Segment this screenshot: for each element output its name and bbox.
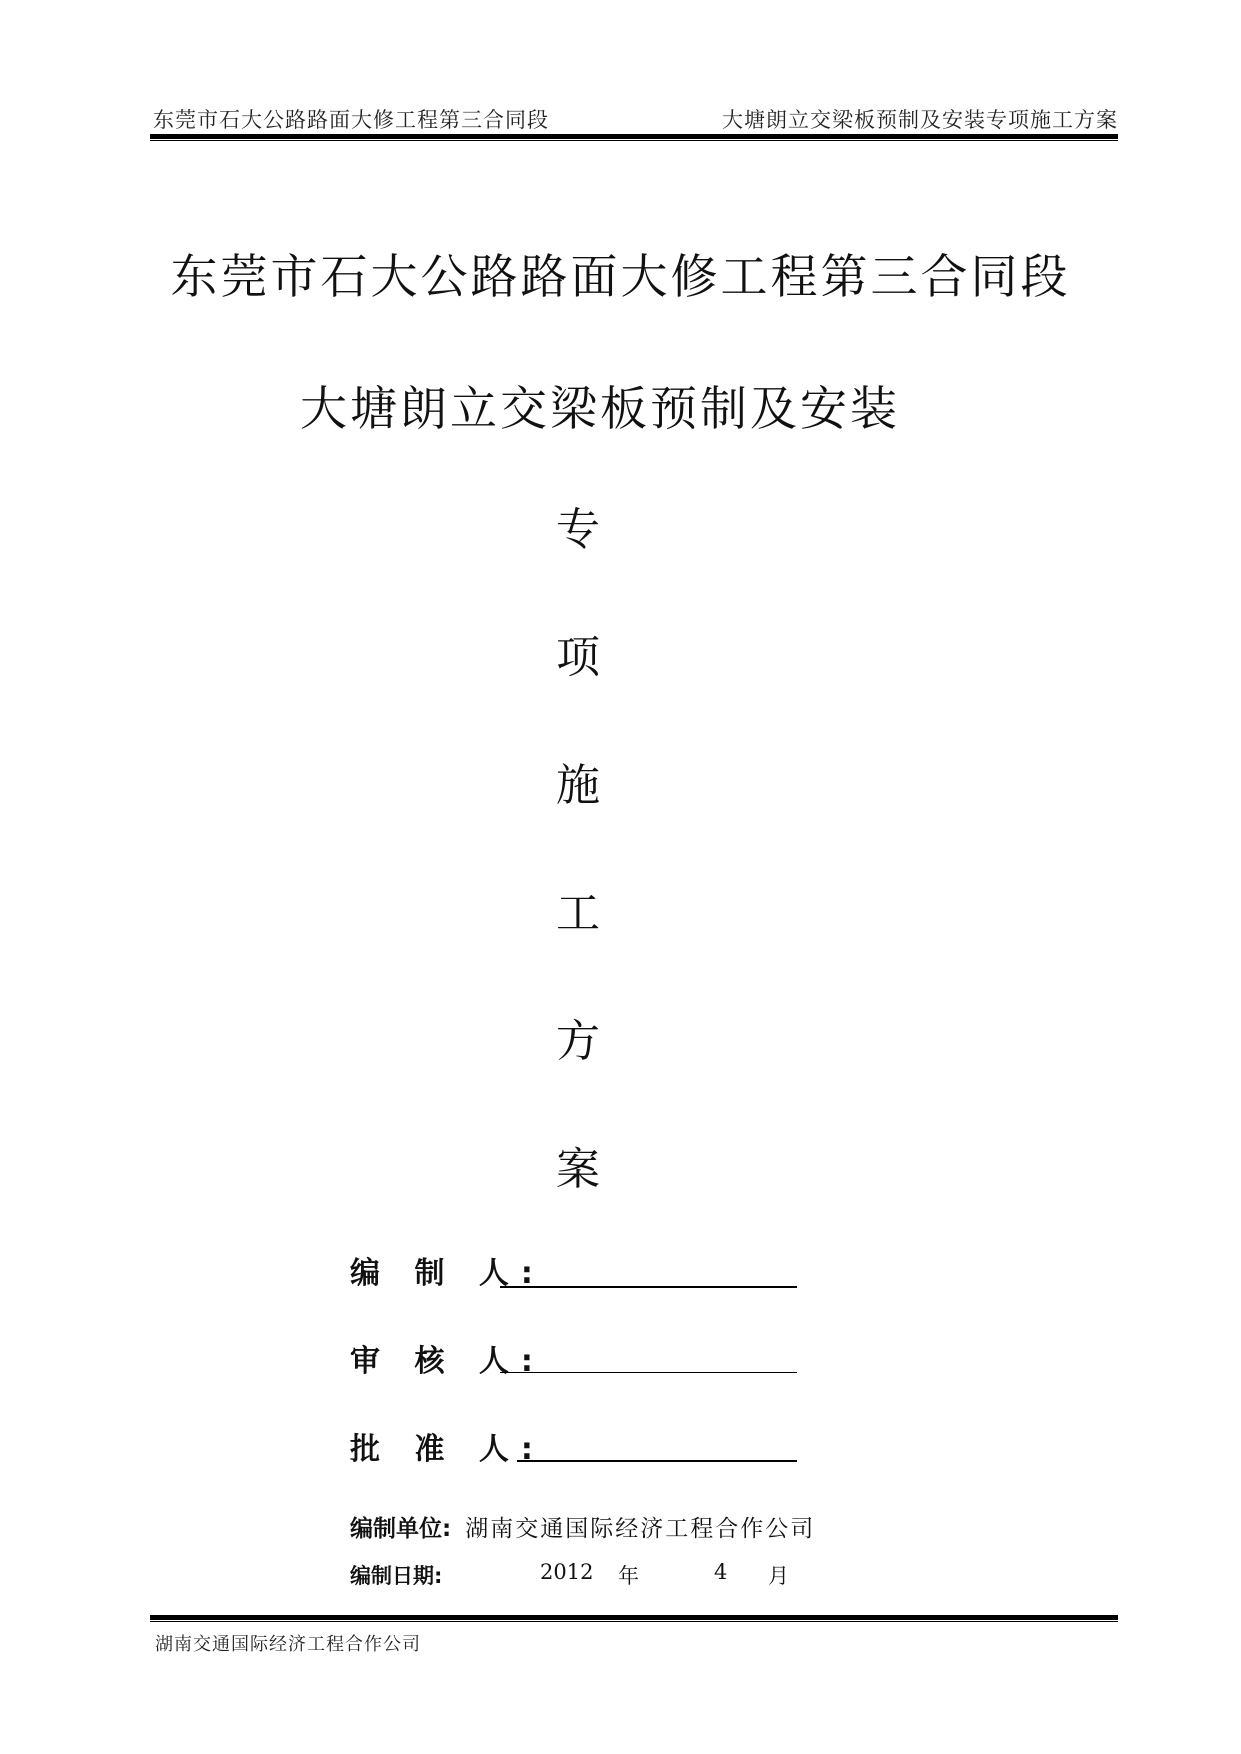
unit-label: 编制单位: (350, 1516, 452, 1542)
vertical-title-char: 专 (556, 504, 600, 555)
header-rule (150, 134, 1118, 141)
vertical-title-char: 工 (556, 888, 600, 939)
approver-label: 批 准 人: (350, 1432, 545, 1467)
date-month-unit: 月 (768, 1564, 789, 1588)
header-right-text: 大塘朗立交梁板预制及安装专项施工方案 (722, 108, 1118, 132)
prepared-by-unit (350, 1510, 815, 1543)
vertical-title-char: 案 (556, 1144, 600, 1195)
preparer-label: 编 制 人: (350, 1256, 545, 1291)
date-year: 2012 (540, 1560, 594, 1584)
date-label: 编制日期: (350, 1564, 443, 1588)
reviewer-signature-line[interactable] (500, 1372, 797, 1373)
vertical-title-char: 施 (556, 760, 600, 811)
unit-value: 湖南交通国际经济工程合作公司 (465, 1516, 816, 1542)
footer-rule (150, 1615, 1118, 1622)
footer-text: 湖南交通国际经济工程合作公司 (155, 1634, 421, 1655)
header-left-text: 东莞市石大公路路面大修工程第三合同段 (153, 108, 549, 132)
title-line-2: 大塘朗立交梁板预制及安装 (300, 382, 900, 437)
approver-signature-line[interactable] (517, 1460, 797, 1462)
vertical-title-char: 项 (556, 632, 600, 683)
title-line-1: 东莞市石大公路路面大修工程第三合同段 (170, 250, 1071, 305)
date-year-unit: 年 (618, 1564, 639, 1588)
preparer-signature-line[interactable] (500, 1286, 797, 1288)
vertical-title-char: 方 (556, 1016, 600, 1067)
prepared-date (350, 1560, 789, 1590)
date-month: 4 (714, 1560, 728, 1584)
reviewer-label: 审 核 人: (350, 1344, 545, 1379)
vertical-title (548, 500, 608, 1268)
